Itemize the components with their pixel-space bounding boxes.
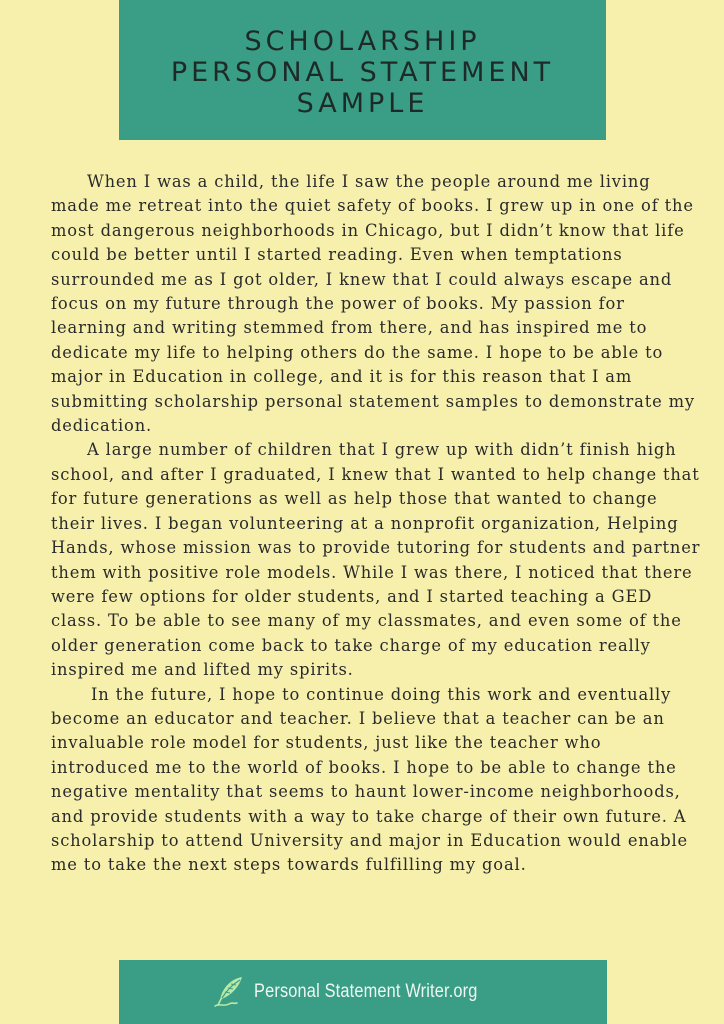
title-line-1: SCHOLARSHIP xyxy=(244,25,481,57)
title-line-3: SAMPLE xyxy=(296,87,429,119)
essay-paragraph-2 xyxy=(51,438,701,682)
essay-line: major in Education in college, and it is for this reason that I am xyxy=(51,367,633,387)
title-banner xyxy=(119,0,606,140)
essay-line: invaluable role model for students, just like the teacher who xyxy=(51,733,602,753)
essay-line: learning and writing stemmed from there, and has inspired me to xyxy=(51,318,648,338)
quill-pen-icon xyxy=(212,974,248,1010)
essay-line: for future generations as well as help those that wanted to change xyxy=(51,489,658,509)
essay-paragraph-1 xyxy=(51,170,695,438)
essay-line: become an educator and teacher. I believe that a teacher can be an xyxy=(51,708,665,728)
essay-line: them with positive role models. While I was there, I noticed that there xyxy=(51,562,693,582)
essay-line: In the future, I hope to continue doing this work and eventually xyxy=(91,684,672,704)
essay-line: introduced me to the world of books. I hope to be able to change the xyxy=(51,757,677,777)
essay-line: class. To be able to see many of my classmates, and even some of the xyxy=(51,611,682,631)
essay-line: surrounded me as I got older, I knew that I could always escape and xyxy=(51,269,673,289)
essay-line: could be better until I started reading. Even when temptations xyxy=(51,245,623,265)
essay-line: negative mentality that seems to haunt lower-income neighborhoods, xyxy=(51,782,681,802)
essay-line: older generation come back to take charge of my education really xyxy=(51,635,651,655)
footer-banner xyxy=(119,960,607,1024)
essay-line: focus on my future through the power of books. My passion for xyxy=(51,294,625,314)
title-line-2: PERSONAL STATEMENT xyxy=(170,56,555,88)
essay-line: When I was a child, the life I saw the people around me living xyxy=(87,172,651,191)
essay-line: dedication. xyxy=(51,416,153,436)
essay-line: inspired me and lifted my spirits. xyxy=(51,660,354,680)
footer-logo[interactable] xyxy=(212,974,514,1010)
essay-line: their lives. I began volunteering at a nonprofit organization, Helping xyxy=(51,513,679,533)
essay-line: made me retreat into the quiet safety of books. I grew up in one of the xyxy=(51,196,694,216)
essay-line: and provide students with a way to take charge of their own future. A xyxy=(51,806,687,826)
essay-line: most dangerous neighborhoods in Chicago, but I didn’t know that life xyxy=(51,220,685,240)
essay-body xyxy=(51,170,701,878)
footer-logo-text: Personal Statement Writer.org xyxy=(254,981,478,1002)
essay-paragraph-3 xyxy=(51,683,691,878)
essay-line: dedicate my life to helping others do the same. I hope to be able to xyxy=(51,342,664,362)
essay-line: submitting scholarship personal statement samples to demonstrate my xyxy=(51,391,695,411)
essay-line: me to take the next steps towards fulfilling my goal. xyxy=(51,855,527,875)
essay-line: scholarship to attend University and major in Education would enable xyxy=(51,830,689,850)
essay-line: were few options for older students, and I started teaching a GED xyxy=(51,586,653,606)
essay-line: school, and after I graduated, I knew that I wanted to help change that xyxy=(51,464,700,484)
essay-line: Hands, whose mission was to provide tutoring for students and partner xyxy=(51,538,701,558)
essay-line: A large number of children that I grew up with didn’t finish high xyxy=(87,440,677,460)
